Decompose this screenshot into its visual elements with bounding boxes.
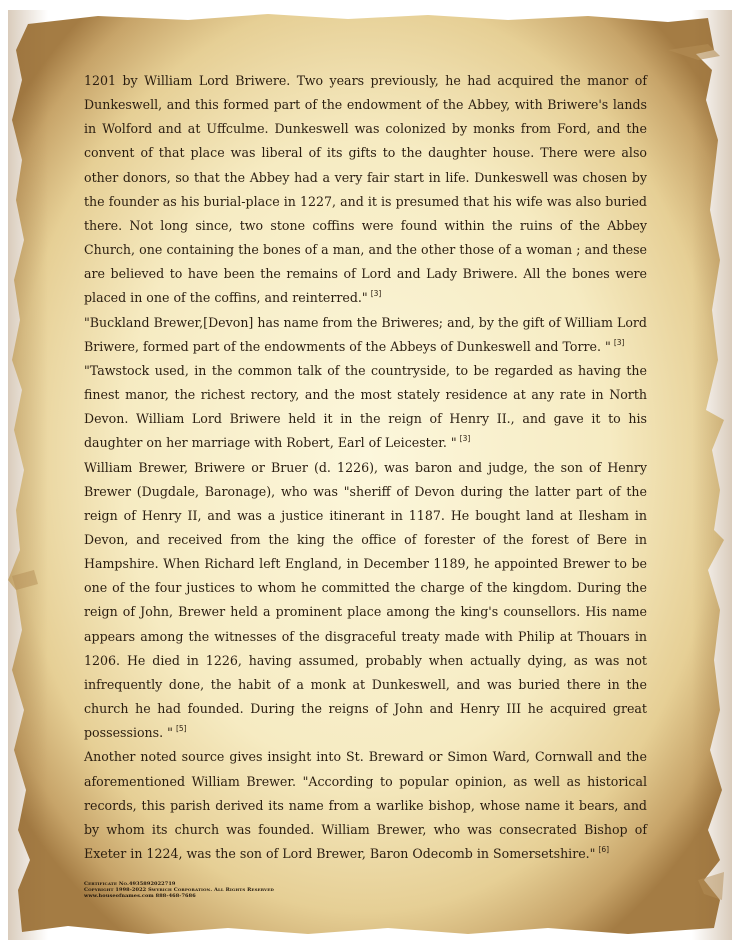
document-body [84, 69, 647, 866]
paragraph [84, 745, 647, 866]
paragraph-text: 1201 by William Lord Briwere. Two years previously, he had acquired the manor of Dunkeswell, and this formed part of the endowment of the Abbey, with Briwere's lands in Wolford and at Uffculme. Dunkeswell was colonized by monks from Ford, and the convent of that place was liberal of its gifts to the daughter house. There were also other donors, so that the Abbey had a very fair start in life. Dunkeswell was chosen by the founder as his burial-place in 1227, and it is presumed that his wife was also buried there. Not long since, two stone coffins were found within the ruins of the Abbey Church, one containing the bones of a man, and the other those of a woman ; and these are believed to have been the remains of Lord and Lady Briwere. All the bones were placed in one of the coffins, and reinterred." [84, 73, 647, 306]
copyright-notice: Copyright 1998-2022 Swyrich Corporation. All Rights Reserved [84, 887, 274, 894]
paragraph [84, 69, 647, 311]
paragraph-text: William Brewer, Briwere or Bruer (d. 1226), was baron and judge, the son of Henry Brewer (Dugdale, Baronage), who was "sheriff of Devon during the latter part of the reign of Henry II, and was a justice itinerant in 1187. He bought land at Ilesham in Devon, and received from the king the office of forester of the forest of Bere in Hampshire. When Richard left England, in December 1189, he appointed Brewer to be one of the four justices to whom he committed the charge of the kingdom. During the reign of John, Brewer held a prominent place among the king's counsellors. His name appears among the witnesses of the disgraceful treaty made with Philip at Thouars in 1206. He died in 1226, having assumed, probably when actually dying, as was not infrequently done, the habit of a monk at Dunkeswell, and was buried there in the church he had founded. During the reigns of John and Henry III he acquired great possessions. " [84, 459, 647, 741]
paragraph [84, 359, 647, 456]
paragraph [84, 311, 647, 359]
citation-marker: [3] [613, 337, 625, 347]
certificate-footer [84, 881, 274, 900]
citation-marker: [5] [175, 724, 187, 734]
certificate-number: Certificate No.4935892022719 [84, 881, 176, 887]
citation-marker: [3] [370, 289, 382, 299]
paragraph-text: Another noted source gives insight into St. Breward or Simon Ward, Cornwall and the aforementioned William Brewer. "According to popular opinion, as well as historical records, this parish derived its name from a warlike bishop, whose name it bears, and by whom its church was founded. William Brewer, who was consecrated Bishop of Exeter in 1224, was the son of Lord Brewer, Baron Odecomb in Somersetshire." [84, 749, 647, 861]
contact-info: www.houseofnames.com 888-468-7686 [84, 893, 196, 900]
paragraph [84, 456, 647, 746]
citation-marker: [6] [598, 845, 610, 854]
paragraph-text: "Buckland Brewer,[Devon] has name from the Briweres; and, by the gift of William Lord Briwere, formed part of the endowments of the Abbeys of Dunkeswell and Torre. " [84, 314, 647, 354]
citation-marker: [3] [459, 434, 471, 444]
paragraph-text: "Tawstock used, in the common talk of the countryside, to be regarded as having the finest manor, the richest rectory, and the most stately residence at any rate in North Devon. William Lord Briwere held it in the reign of Henry II., and gave it to his daughter on her marriage with Robert, Earl of Leicester. " [84, 362, 647, 451]
